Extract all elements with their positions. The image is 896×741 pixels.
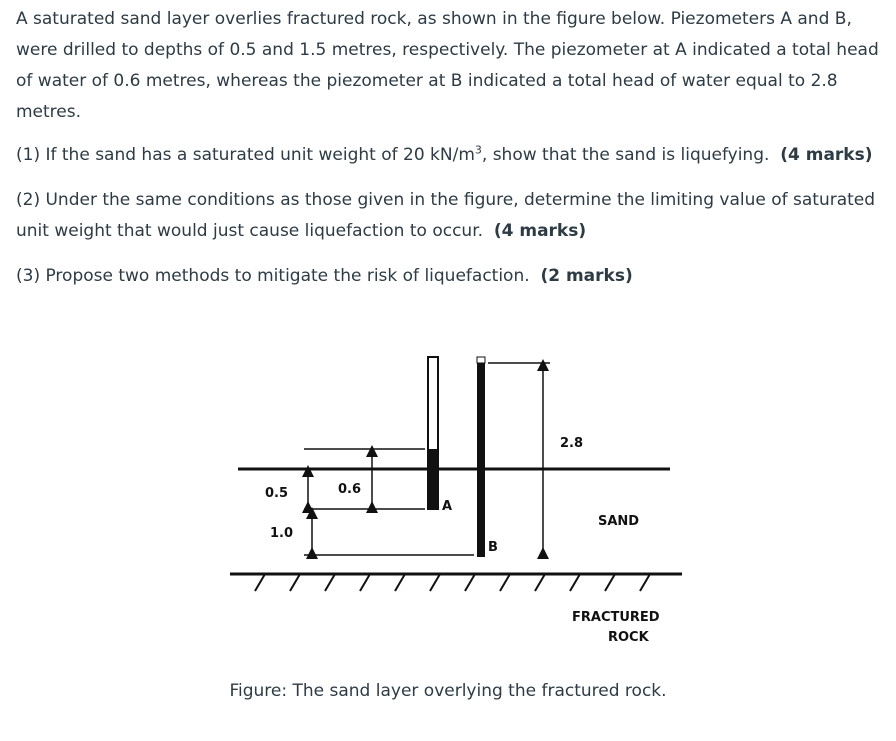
question-1-marks: (4 marks) <box>780 145 873 165</box>
label-0-5: 0.5 <box>265 486 289 501</box>
question-3-marks: (2 marks) <box>540 266 633 286</box>
piezometer-b-tube <box>477 357 485 557</box>
question-3 <box>16 261 886 292</box>
label-rock: ROCK <box>608 630 649 645</box>
label-0-6: 0.6 <box>338 482 362 497</box>
question-1-text-end: , show that the sand is liquefying. <box>481 145 770 165</box>
problem-intro: A saturated sand layer overlies fractured rock, as shown in the figure below. Piezometers A and B, were drilled to depths of 0.5 and 1.5 metres, respectively. The piezometer at A indicated a total head of water of 0.6 metres, whereas the piezometer at B indicated a total head of water equal to 2.8 metres. <box>16 9 879 122</box>
rock-hatching <box>255 574 650 591</box>
question-2-marks: (4 marks) <box>493 221 587 241</box>
label-a: A <box>442 499 453 514</box>
label-b: B <box>488 540 498 555</box>
sand-layer-figure <box>220 345 700 665</box>
question-1-text: (1) If the sand has a saturated unit weight of 20 kN/m <box>16 145 475 165</box>
label-1-0: 1.0 <box>270 526 294 541</box>
question-2 <box>16 185 886 247</box>
piezometer-b-cap <box>477 357 485 363</box>
label-sand: SAND <box>598 514 640 529</box>
piezometer-a-water <box>428 449 438 509</box>
label-fractured: FRACTURED <box>572 610 660 625</box>
question-1-superscript: 3 <box>474 143 482 157</box>
label-2-8: 2.8 <box>560 436 584 451</box>
sand-layer-diagram <box>220 345 700 665</box>
question-3-text: (3) Propose two methods to mitigate the risk of liquefaction. <box>16 266 530 286</box>
figure-caption: Figure: The sand layer overlying the fractured rock. <box>229 681 667 701</box>
question-1 <box>16 140 886 171</box>
question-2-text: (2) Under the same conditions as those given in the figure, determine the limiting value of saturated unit weight that would just cause liquefaction to occur. <box>16 190 876 241</box>
